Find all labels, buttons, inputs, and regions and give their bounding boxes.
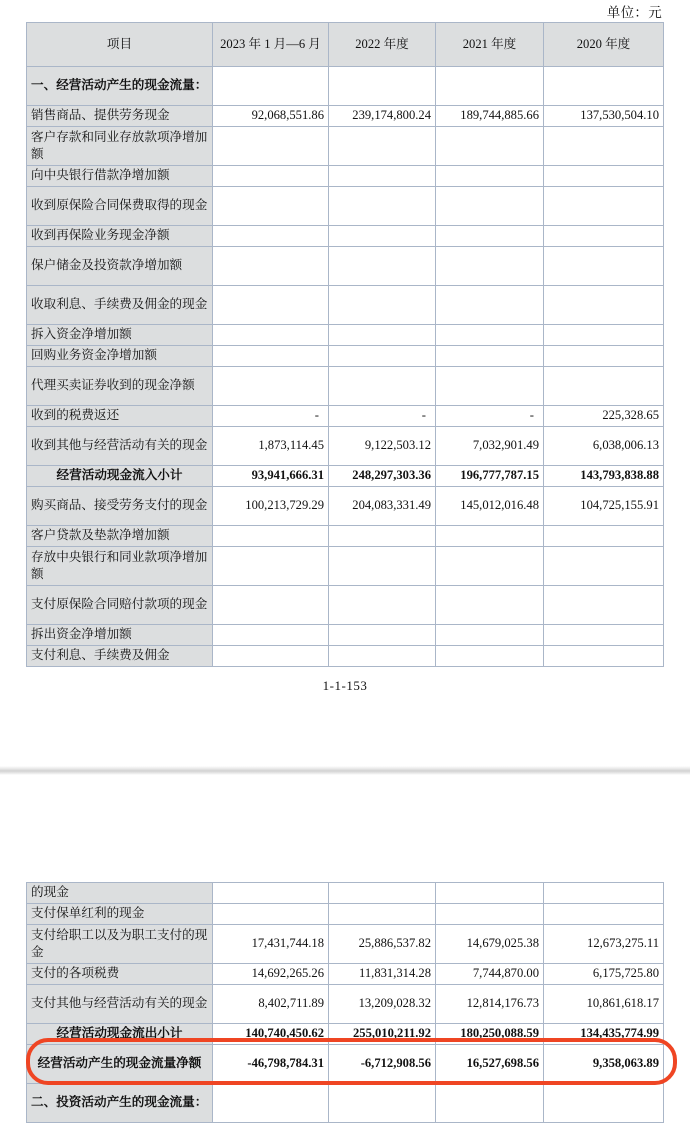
cell-value-col1: 93,941,666.31 <box>213 466 329 487</box>
cell-value-col3 <box>436 526 544 547</box>
row-label: 向中央银行借款净增加额 <box>27 166 213 187</box>
column-header-2023h1: 2023 年 1 月—6 月 <box>213 23 329 67</box>
row-label: 客户贷款及垫款净增加额 <box>27 526 213 547</box>
cell-value-col4 <box>544 67 664 106</box>
table-row <box>27 883 664 904</box>
table-row <box>27 904 664 925</box>
cell-value-col4 <box>544 226 664 247</box>
cell-value-col1: 100,213,729.29 <box>213 487 329 526</box>
table-row <box>27 985 664 1024</box>
table-row <box>27 367 664 406</box>
cell-value-col2 <box>329 226 436 247</box>
cell-value-col4: 12,673,275.11 <box>544 925 664 964</box>
cell-value-col4 <box>544 646 664 667</box>
cell-value-col4 <box>544 625 664 646</box>
column-header-2021: 2021 年度 <box>436 23 544 67</box>
table-row <box>27 925 664 964</box>
cell-value-col1 <box>213 286 329 325</box>
cell-value-col4: 225,328.65 <box>544 406 664 427</box>
table-head-top <box>27 23 664 67</box>
row-label: 购买商品、接受劳务支付的现金 <box>27 487 213 526</box>
column-header-2022: 2022 年度 <box>329 23 436 67</box>
cell-value-col1 <box>213 187 329 226</box>
cell-value-col1: 14,692,265.26 <box>213 964 329 985</box>
cell-value-col2: 204,083,331.49 <box>329 487 436 526</box>
cash-flow-table-top <box>26 22 664 667</box>
cell-value-col4: 9,358,063.89 <box>544 1045 664 1084</box>
cell-value-col2: 13,209,028.32 <box>329 985 436 1024</box>
cell-value-col3: - <box>436 406 544 427</box>
cell-value-col3 <box>436 166 544 187</box>
table-row <box>27 226 664 247</box>
cell-value-col3 <box>436 883 544 904</box>
cell-value-col4 <box>544 247 664 286</box>
table-row <box>27 247 664 286</box>
cell-value-col3 <box>436 646 544 667</box>
table-row <box>27 466 664 487</box>
table-row <box>27 127 664 166</box>
cell-value-col4 <box>544 187 664 226</box>
table-row <box>27 586 664 625</box>
cell-value-col2 <box>329 1084 436 1123</box>
cell-value-col1 <box>213 247 329 286</box>
table-row <box>27 1045 664 1084</box>
row-label: 支付其他与经营活动有关的现金 <box>27 985 213 1024</box>
cell-value-col3 <box>436 367 544 406</box>
cell-value-col1: 140,740,450.62 <box>213 1024 329 1045</box>
cash-flow-table-bottom <box>26 882 664 1123</box>
table-row <box>27 325 664 346</box>
cell-value-col3 <box>436 1084 544 1123</box>
cell-value-col1: 8,402,711.89 <box>213 985 329 1024</box>
row-label: 支付给职工以及为职工支付的现金 <box>27 925 213 964</box>
cell-value-col4 <box>544 346 664 367</box>
cell-value-col2 <box>329 247 436 286</box>
cell-value-col1: 92,068,551.86 <box>213 106 329 127</box>
table-row <box>27 646 664 667</box>
cell-value-col4 <box>544 166 664 187</box>
cell-value-col4 <box>544 127 664 166</box>
page-footer: 1-1-153 <box>322 678 368 693</box>
cell-value-col2 <box>329 367 436 406</box>
table-row <box>27 964 664 985</box>
table-row <box>27 187 664 226</box>
cell-value-col1 <box>213 346 329 367</box>
cell-value-col3: 7,744,870.00 <box>436 964 544 985</box>
cell-value-col3: 12,814,176.73 <box>436 985 544 1024</box>
table-row <box>27 286 664 325</box>
cell-value-col4: 6,175,725.80 <box>544 964 664 985</box>
row-label: 客户存款和同业存放款项净增加额 <box>27 127 213 166</box>
row-label: 支付的各项税费 <box>27 964 213 985</box>
cell-value-col4: 137,530,504.10 <box>544 106 664 127</box>
cell-value-col1 <box>213 166 329 187</box>
cell-value-col2 <box>329 346 436 367</box>
cell-value-col1 <box>213 646 329 667</box>
table-row <box>27 487 664 526</box>
cell-value-col2: 9,122,503.12 <box>329 427 436 466</box>
row-label: 支付保单红利的现金 <box>27 904 213 925</box>
cell-value-col1: -46,798,784.31 <box>213 1045 329 1084</box>
cell-value-col4: 6,038,006.13 <box>544 427 664 466</box>
column-header-item: 项目 <box>27 23 213 67</box>
cell-value-col2: 25,886,537.82 <box>329 925 436 964</box>
row-label: 支付利息、手续费及佣金 <box>27 646 213 667</box>
cell-value-col3 <box>436 547 544 586</box>
cell-value-col2: 239,174,800.24 <box>329 106 436 127</box>
cell-value-col2 <box>329 526 436 547</box>
cell-value-col1: 1,873,114.45 <box>213 427 329 466</box>
cell-value-col3: 14,679,025.38 <box>436 925 544 964</box>
cell-value-col2 <box>329 187 436 226</box>
cell-value-col3 <box>436 586 544 625</box>
row-label: 代理买卖证券收到的现金净额 <box>27 367 213 406</box>
row-label: 拆出资金净增加额 <box>27 625 213 646</box>
cell-value-col4: 104,725,155.91 <box>544 487 664 526</box>
cell-value-col4 <box>544 286 664 325</box>
row-label: 保户储金及投资款净增加额 <box>27 247 213 286</box>
cell-value-col1 <box>213 625 329 646</box>
cell-value-col1 <box>213 325 329 346</box>
cell-value-col2 <box>329 625 436 646</box>
cell-value-col4: 134,435,774.99 <box>544 1024 664 1045</box>
cell-value-col1 <box>213 1084 329 1123</box>
cell-value-col1: 17,431,744.18 <box>213 925 329 964</box>
row-label: 销售商品、提供劳务现金 <box>27 106 213 127</box>
cell-value-col2 <box>329 127 436 166</box>
cell-value-col4 <box>544 883 664 904</box>
cell-value-col2: -6,712,908.56 <box>329 1045 436 1084</box>
table-body-top <box>27 67 664 667</box>
cell-value-col3 <box>436 127 544 166</box>
cell-value-col2 <box>329 325 436 346</box>
table-row <box>27 406 664 427</box>
cell-value-col4 <box>544 325 664 346</box>
table-row <box>27 625 664 646</box>
row-label: 收到再保险业务现金净额 <box>27 226 213 247</box>
table-header-row <box>27 23 664 67</box>
cell-value-col2 <box>329 586 436 625</box>
cell-value-col4 <box>544 367 664 406</box>
cell-value-col1 <box>213 526 329 547</box>
table-row <box>27 346 664 367</box>
row-label: 一、经营活动产生的现金流量： <box>27 67 213 106</box>
cell-value-col3 <box>436 346 544 367</box>
cell-value-col3 <box>436 904 544 925</box>
row-label: 存放中央银行和同业款项净增加额 <box>27 547 213 586</box>
table-row <box>27 547 664 586</box>
cell-value-col4 <box>544 1084 664 1123</box>
cell-value-col2: 248,297,303.36 <box>329 466 436 487</box>
cell-value-col3: 180,250,088.59 <box>436 1024 544 1045</box>
unit-note: 单位：元 <box>606 5 662 20</box>
table-row <box>27 166 664 187</box>
row-label: 收到其他与经营活动有关的现金 <box>27 427 213 466</box>
row-label: 经营活动现金流出小计 <box>27 1024 213 1045</box>
cell-value-col3 <box>436 247 544 286</box>
cell-value-col1 <box>213 586 329 625</box>
row-label: 的现金 <box>27 883 213 904</box>
cell-value-col2 <box>329 883 436 904</box>
cell-value-col1 <box>213 904 329 925</box>
cell-value-col3: 16,527,698.56 <box>436 1045 544 1084</box>
table-body-bottom <box>27 883 664 1123</box>
cell-value-col4: 10,861,618.17 <box>544 985 664 1024</box>
row-label: 收取利息、手续费及佣金的现金 <box>27 286 213 325</box>
row-label: 支付原保险合同赔付款项的现金 <box>27 586 213 625</box>
row-label: 收到的税费返还 <box>27 406 213 427</box>
cell-value-col3: 145,012,016.48 <box>436 487 544 526</box>
cell-value-col4 <box>544 904 664 925</box>
row-label: 收到原保险合同保费取得的现金 <box>27 187 213 226</box>
cell-value-col2 <box>329 646 436 667</box>
cell-value-col1 <box>213 883 329 904</box>
table-row <box>27 1084 664 1123</box>
cell-value-col3 <box>436 625 544 646</box>
cell-value-col2 <box>329 67 436 106</box>
table-row <box>27 106 664 127</box>
cell-value-col3: 196,777,787.15 <box>436 466 544 487</box>
cell-value-col1 <box>213 127 329 166</box>
cell-value-col2: - <box>329 406 436 427</box>
cell-value-col1 <box>213 67 329 106</box>
document-page-bottom <box>0 770 690 1122</box>
row-label: 二、投资活动产生的现金流量： <box>27 1084 213 1123</box>
table-row <box>27 526 664 547</box>
row-label: 回购业务资金净增加额 <box>27 346 213 367</box>
cell-value-col4 <box>544 586 664 625</box>
cell-value-col4 <box>544 526 664 547</box>
cell-value-col3 <box>436 286 544 325</box>
cell-value-col2 <box>329 166 436 187</box>
cell-value-col1 <box>213 367 329 406</box>
table-row <box>27 1024 664 1045</box>
table-row <box>27 67 664 106</box>
cell-value-col3 <box>436 325 544 346</box>
table-row <box>27 427 664 466</box>
column-header-2020: 2020 年度 <box>544 23 664 67</box>
cell-value-col2: 255,010,211.92 <box>329 1024 436 1045</box>
cell-value-col1 <box>213 547 329 586</box>
cell-value-col4: 143,793,838.88 <box>544 466 664 487</box>
cell-value-col4 <box>544 547 664 586</box>
cell-value-col3 <box>436 226 544 247</box>
cell-value-col3 <box>436 187 544 226</box>
cell-value-col3: 7,032,901.49 <box>436 427 544 466</box>
row-label: 经营活动现金流入小计 <box>27 466 213 487</box>
cell-value-col2: 11,831,314.28 <box>329 964 436 985</box>
cell-value-col3 <box>436 67 544 106</box>
cell-value-col2 <box>329 547 436 586</box>
cell-value-col3: 189,744,885.66 <box>436 106 544 127</box>
cell-value-col2 <box>329 286 436 325</box>
cell-value-col2 <box>329 904 436 925</box>
cell-value-col1 <box>213 226 329 247</box>
cell-value-col1: - <box>213 406 329 427</box>
row-label: 拆入资金净增加额 <box>27 325 213 346</box>
row-label: 经营活动产生的现金流量净额 <box>27 1045 213 1084</box>
